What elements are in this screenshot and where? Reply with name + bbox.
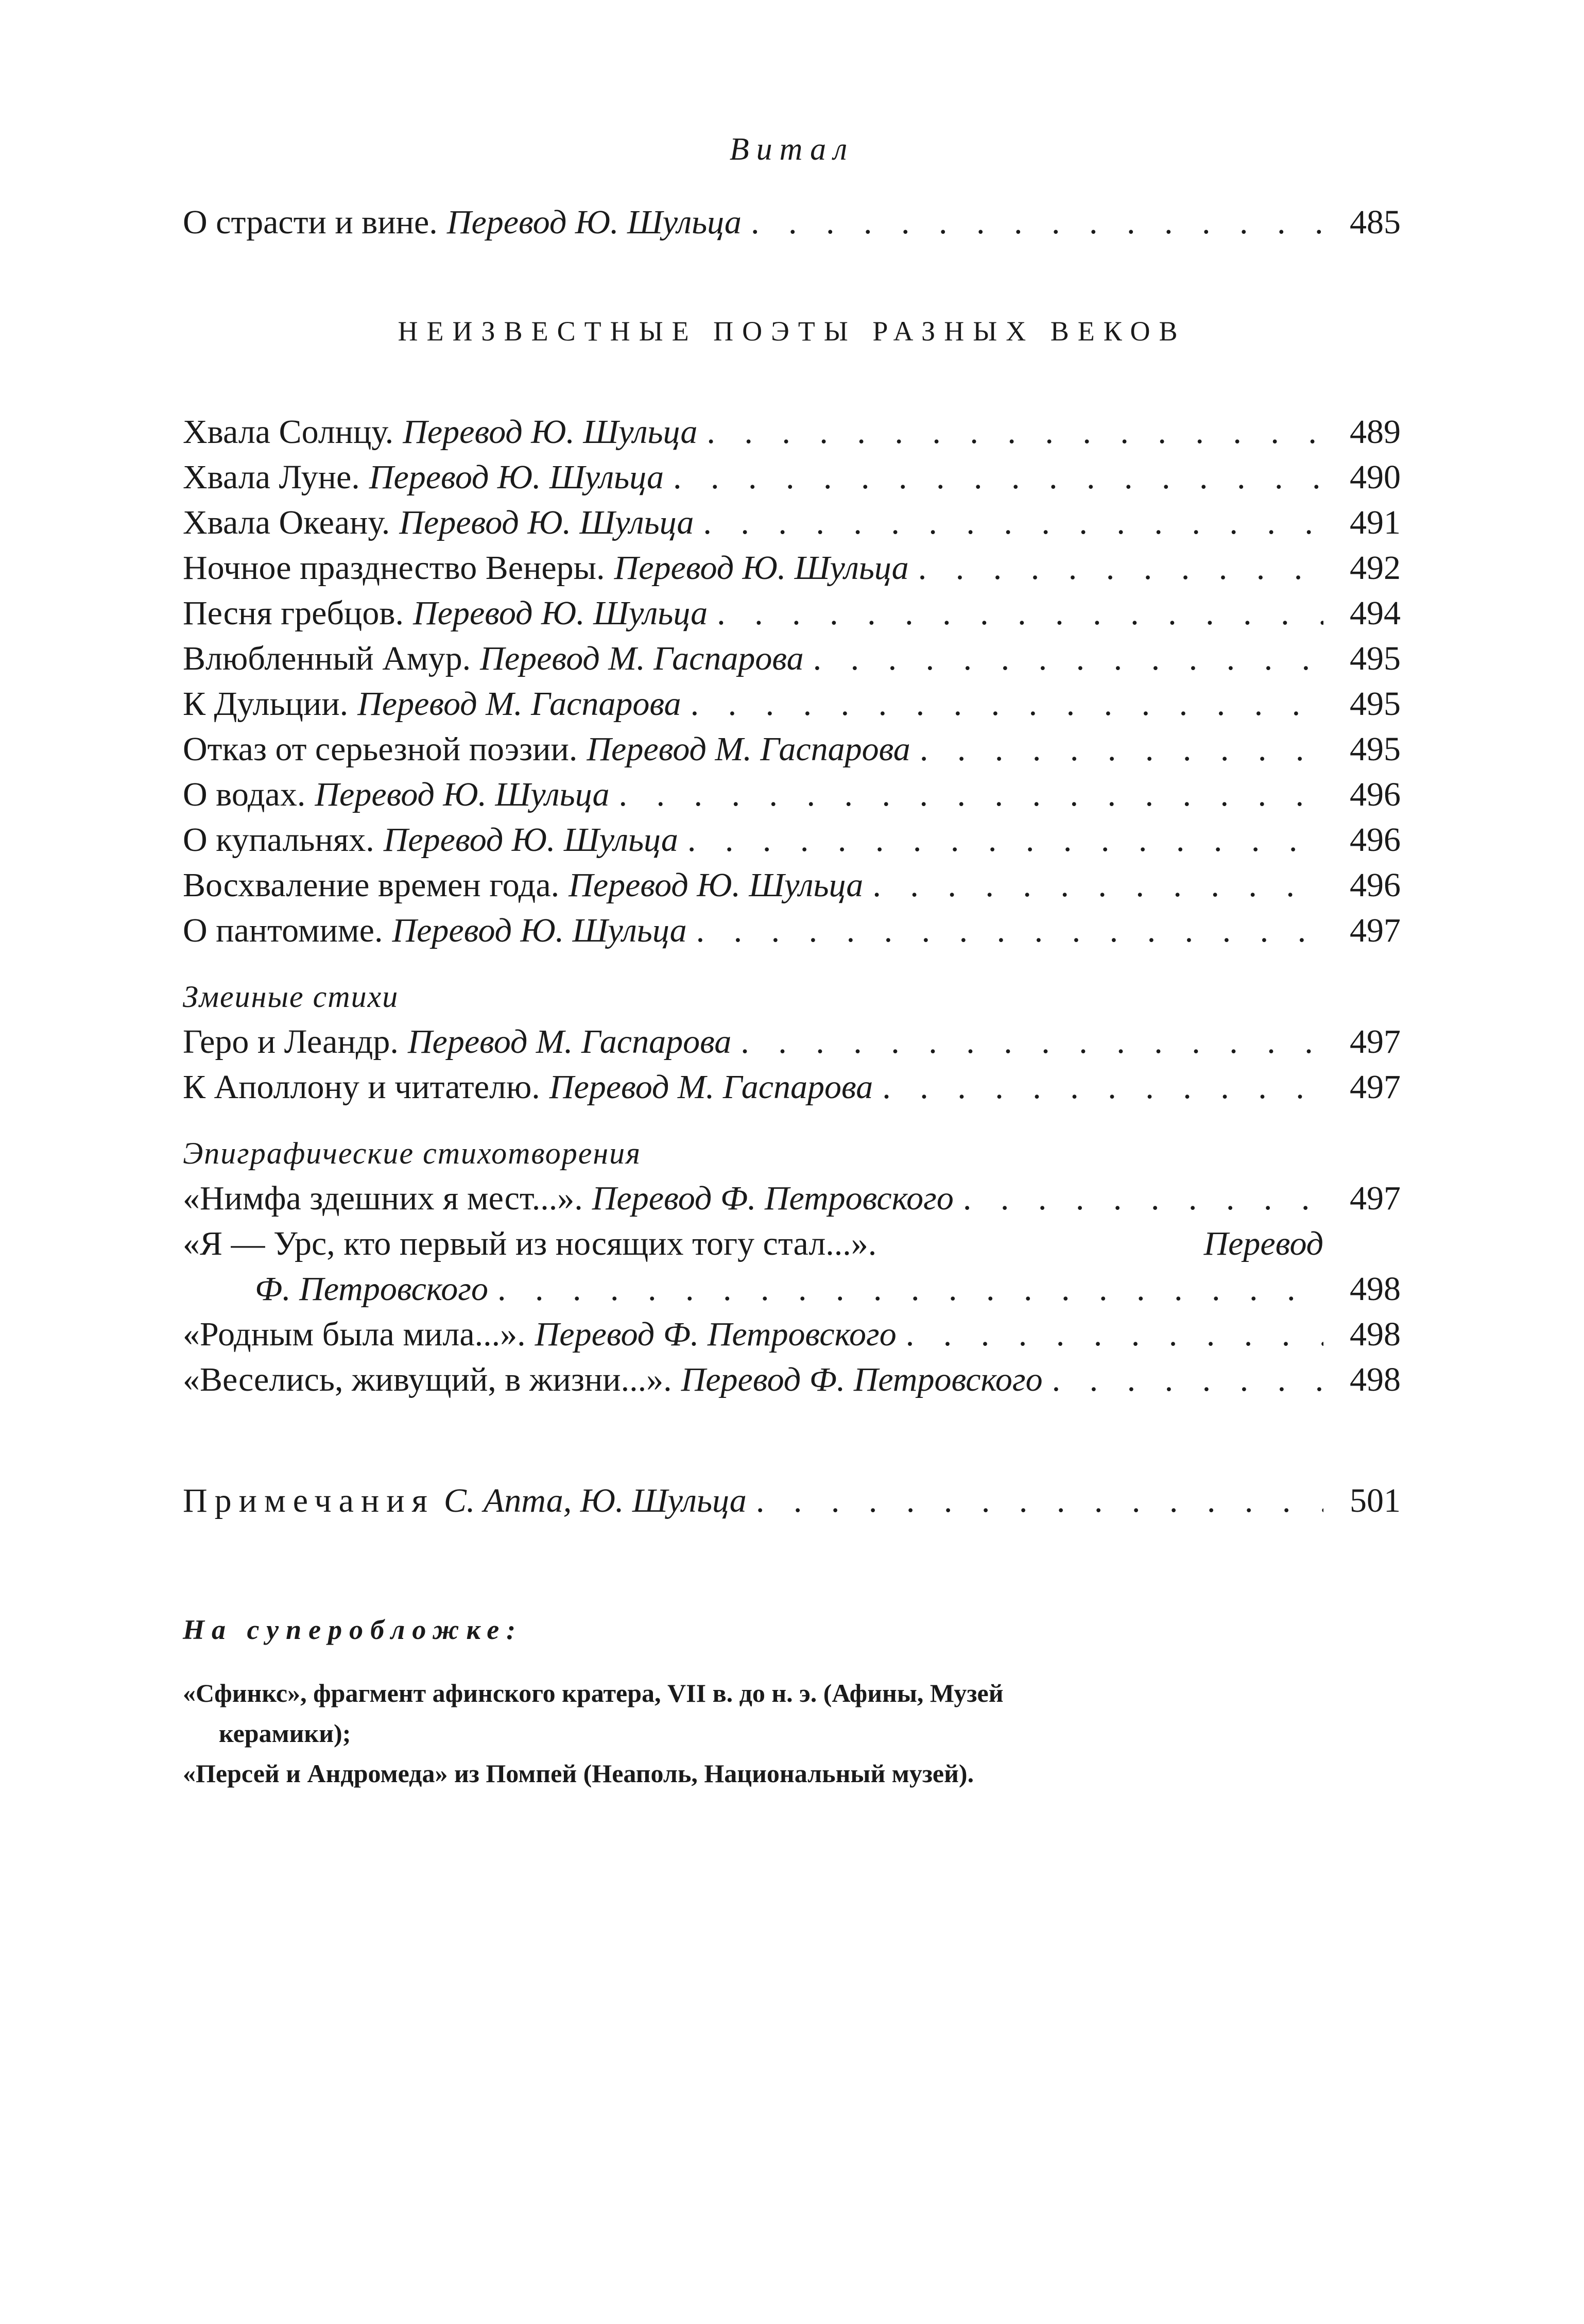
toc-entry[interactable] [183,727,1401,772]
dot-leader [694,500,1323,545]
dot-leader [610,772,1323,817]
toc-entry-notes[interactable] [183,1478,1401,1524]
dot-leader [697,409,1323,455]
entry-title: «Я — Урс, кто первый из носящих тогу стал...». [183,1225,877,1262]
entry-page-number: 490 [1350,458,1401,496]
entry-page-number: 497 [1350,1023,1401,1061]
dot-leader [708,591,1323,636]
toc-entry[interactable] [183,1312,1401,1357]
entry-page-number: 492 [1350,549,1401,587]
cover-credit-line: «Персей и Андромеда» из Помпей (Неаполь, Национальный музей). [183,1759,974,1788]
toc-entry[interactable] [183,409,1401,455]
entry-title: О пантомиме. [183,912,383,949]
entry-title: Восхваление времен года. [183,866,560,904]
dot-leader [681,681,1323,727]
entry-title: К Аполлону и читателю. [183,1068,540,1106]
unknown-poets-entries [183,409,1401,1403]
entry-title: Хвала Солнцу. [183,413,394,451]
entry-translator: Перевод М. Гаспарова [549,1068,873,1106]
dot-leader [897,1312,1323,1357]
entry-title: Геро и Леандр. [183,1023,399,1061]
entry-page-number: 498 [1350,1315,1401,1353]
toc-entry[interactable] [183,455,1401,500]
entry-page-number: 495 [1350,685,1401,723]
entry-title: Примечания [183,1482,435,1519]
entry-translator: Перевод Ю. Шульца [446,203,742,241]
subsection-heading: Змеиные стихи [183,980,399,1014]
entry-page-number: 485 [1350,203,1401,241]
entry-translator: Перевод М. Гаспарова [587,730,910,768]
entry-translator: Перевод [1203,1225,1323,1262]
dot-leader [488,1267,1323,1312]
entry-page-number: 491 [1350,504,1401,541]
dot-leader [873,1065,1323,1110]
toc-entry[interactable] [183,1176,1401,1221]
entry-translator: Ф. Петровского [255,1270,489,1308]
entry-title: «Родным была мила...». [183,1315,526,1353]
entry-translator: Перевод Ю. Шульца [399,504,694,541]
toc-entry[interactable] [183,1357,1401,1403]
entry-authors: С. Апта, Ю. Шульца [443,1482,747,1519]
entry-translator: Перевод М. Гаспарова [357,685,681,723]
toc-entry[interactable] [183,681,1401,727]
dot-leader [742,200,1323,245]
entry-page-number: 497 [1350,912,1401,949]
dot-leader [954,1176,1323,1221]
entry-translator: Перевод М. Гаспарова [407,1023,732,1061]
entry-page-number: 496 [1350,866,1401,904]
dot-leader [678,817,1323,863]
toc-entry[interactable] [183,1019,1401,1065]
vital-entries [183,200,1401,245]
toc-entry[interactable] [183,545,1401,591]
cover-label: На суперобложке: [183,1614,523,1645]
entry-page-number: 498 [1350,1270,1401,1308]
entry-translator: Перевод Ю. Шульца [614,549,909,587]
entry-translator: Перевод Ю. Шульца [403,413,698,451]
entry-page-number: 501 [1350,1482,1401,1519]
entry-title: Отказ от серьезной поэзии. [183,730,578,768]
entry-page-number: 496 [1350,776,1401,813]
entry-title: «Веселись, живущий, в жизни...». [183,1361,672,1398]
entry-title: «Нимфа здешних я мест...». [183,1180,583,1217]
entry-translator: Перевод М. Гаспарова [480,640,804,677]
section-heading: НЕИЗВЕСТНЫЕ ПОЭТЫ РАЗНЫХ ВЕКОВ [398,316,1186,347]
author-heading: Витал [729,132,855,167]
entry-translator: Перевод Ф. Петровского [681,1361,1043,1398]
entry-page-number: 496 [1350,821,1401,859]
dot-leader [909,545,1323,591]
toc-entry-first-line[interactable] [183,1221,1401,1267]
toc-entry[interactable] [183,500,1401,545]
dot-leader [747,1478,1323,1524]
entry-translator: Перевод Ю. Шульца [392,912,687,949]
toc-entry[interactable] [183,200,1401,245]
entry-page-number: 495 [1350,730,1401,768]
entry-page-number: 494 [1350,594,1401,632]
toc-entry[interactable] [183,863,1401,908]
toc-entry[interactable] [183,1065,1401,1110]
entry-page-number: 489 [1350,413,1401,451]
entry-title: Хвала Луне. [183,458,360,496]
dot-leader [731,1019,1323,1065]
entry-title: Хвала Океану. [183,504,390,541]
dot-leader [664,455,1323,500]
subsection-heading: Эпиграфические стихотворения [183,1136,642,1170]
toc-entry[interactable] [183,636,1401,681]
entry-page-number: 497 [1350,1068,1401,1106]
dot-leader [1043,1357,1323,1403]
entry-title: К Дульции. [183,685,349,723]
entry-translator: Перевод Ю. Шульца [383,821,678,859]
entry-title: Влюбленный Амур. [183,640,471,677]
dot-leader [863,863,1323,908]
toc-entry[interactable] [183,772,1401,817]
entry-translator: Перевод Ю. Шульца [413,594,708,632]
cover-credits [183,1607,1401,1793]
toc-entry[interactable] [183,817,1401,863]
entry-translator: Перевод Ф. Петровского [592,1180,954,1217]
toc-entry[interactable] [183,591,1401,636]
toc-entry-continuation[interactable] [183,1267,1401,1312]
entry-title: О купальнях. [183,821,374,859]
entry-translator: Перевод Ю. Шульца [569,866,864,904]
entry-page-number: 495 [1350,640,1401,677]
cover-credit-line: «Сфинкс», фрагмент афинского кратера, VII в. до н. э. (Афины, Музей [183,1679,1004,1707]
entry-title: О водах. [183,776,306,813]
entry-translator: Перевод Ю. Шульца [369,458,664,496]
entry-translator: Перевод Ю. Шульца [315,776,610,813]
entry-title: О страсти и вине. [183,203,438,241]
toc-entry[interactable] [183,908,1401,953]
dot-leader [687,908,1323,953]
dot-leader [910,727,1323,772]
entry-page-number: 497 [1350,1180,1401,1217]
entry-title: Ночное празднество Венеры. [183,549,605,587]
notes-entry-block [183,1478,1401,1524]
entry-translator: Перевод Ф. Петровского [535,1315,897,1353]
dot-leader [804,636,1323,681]
entry-page-number: 498 [1350,1361,1401,1398]
entry-title: Песня гребцов. [183,594,404,632]
cover-credit-line: керамики); [219,1719,351,1748]
